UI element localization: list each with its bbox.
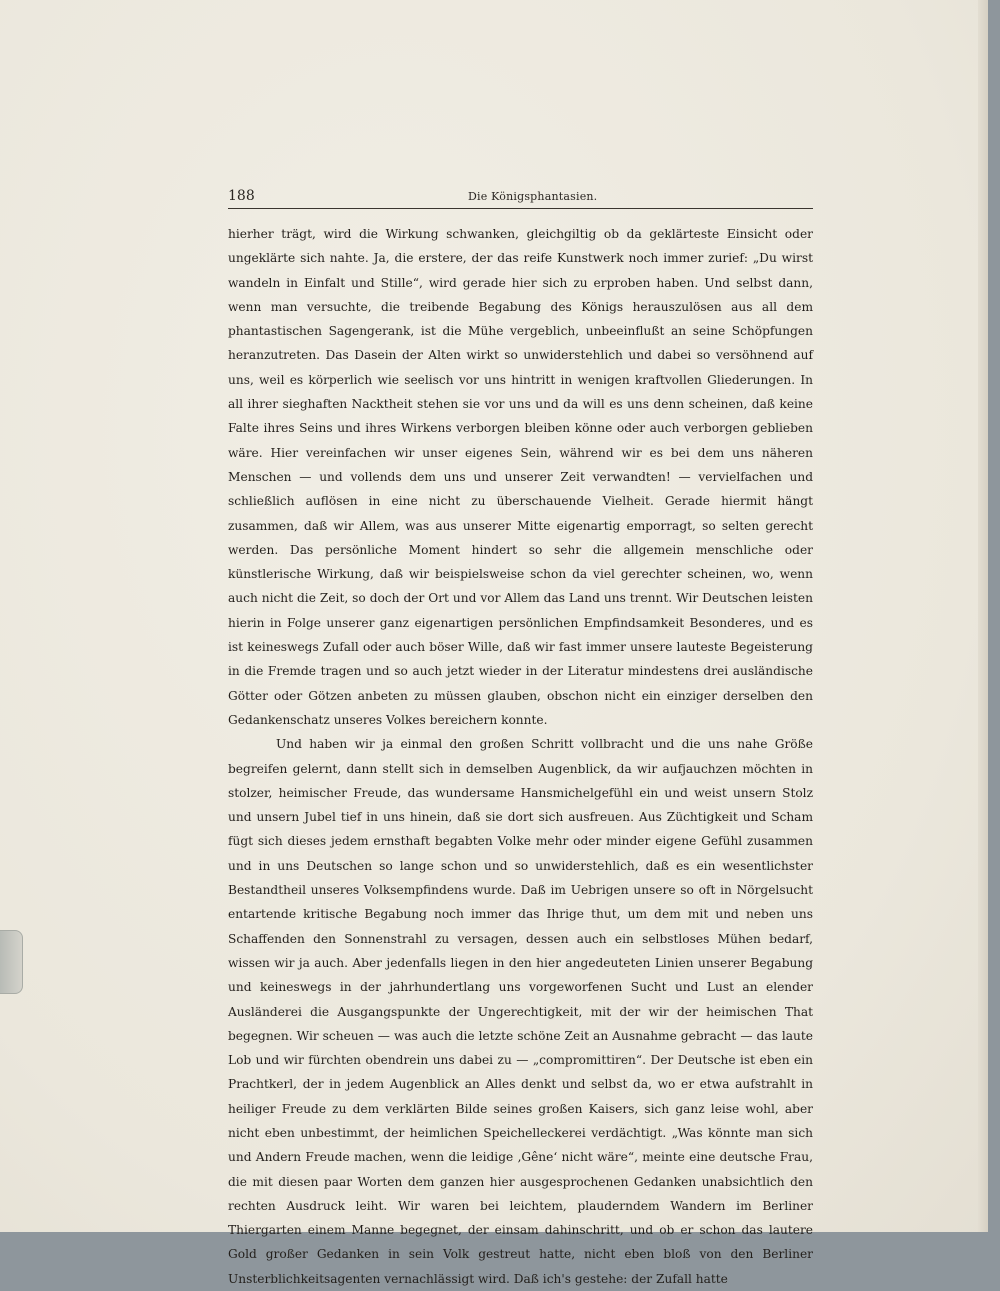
page-tab-marker [0, 930, 23, 994]
page-header [228, 188, 813, 210]
page-number: 188 [228, 188, 255, 204]
header-rule [228, 208, 813, 209]
paragraph-1: hierher trägt, wird die Wirkung schwanken, gleichgiltig ob da geklärteste Einsicht oder ungeklärte sich nahte. Ja, die erstere, der das reife Kunstwerk noch immer zurief: „Du wirst wandeln in Einfalt und Stille“, wird gerade hier sich zu erproben haben. Und selbst dann, wenn man versuchte, die treibende Begabung des Königs herauszulösen aus all dem phantastischen Sagengerank, ist die Mühe vergeblich, unbeeinflußt an seine Schöpfungen heranzutreten. Das Dasein der Alten wirkt so unwiderstehlich und dabei so versöhnend auf uns, weil es körperlich wie seelisch vor uns hintritt in wenigen kraftvollen Gliederungen. In all ihrer sieghaften Nacktheit stehen sie vor uns und da will es uns denn scheinen, daß keine Falte ihres Seins und ihres Wirkens verborgen bleiben könne oder auch verborgen geblieben wäre. Hier vereinfachen wir unser eigenes Sein, während wir es bei dem uns näheren Menschen — und vollends dem uns und unserer Zeit verwandten! — vervielfachen und schließlich auflösen in eine nicht zu überschauende Vielheit. Gerade hiermit hängt zusammen, daß wir Allem, was aus unserer Mitte eigenartig emporragt, so selten gerecht werden. Das persönliche Moment hindert so sehr die allgemein menschliche oder künstlerische Wirkung, daß wir beispielsweise schon da viel gerechter scheinen, wo, wenn auch nicht die Zeit, so doch der Ort und vor Allem das Land uns trennt. Wir Deutschen leisten hierin in Folge unserer ganz eigenartigen persönlichen Empfindsamkeit Besonderes, und es ist keineswegs Zufall oder auch böser Wille, daß wir fast immer unsere lauteste Begeisterung in die Fremde tragen und so auch jetzt wieder in der Literatur mindestens drei ausländische Götter oder Götzen anbeten zu müssen glauben, obschon nicht ein einziger derselben den Gedankenschatz unseres Volkes bereichern konnte. [228, 227, 813, 727]
body-text [228, 222, 813, 1291]
page-edge [978, 0, 988, 1232]
running-head: Die Königsphantasien. [468, 190, 598, 203]
paragraph-2: Und haben wir ja einmal den großen Schritt vollbracht und die uns nahe Größe begreifen gelernt, dann stellt sich in demselben Augenblick, da wir aufjauchzen möchten in stolzer, heimischer Freude, das wundersame Hansmichelgefühl ein und weist unsern Stolz und unsern Jubel tief in uns hinein, daß sie dort sich ausfreuen. Aus Züchtigkeit und Scham fügt sich dieses jedem ernsthaft begabten Volke mehr oder minder eigene Gefühl zusammen und in uns Deutschen so lange schon und so unwiderstehlich, daß es ein wesentlichster Bestandtheil unseres Volksempfindens wurde. Daß im Uebrigen unsere so oft in Nörgelsucht entartende kritische Begabung noch immer das Ihrige thut, um dem mit und neben uns Schaffenden den Sonnenstrahl zu versagen, dessen auch ein selbstloses Mühen bedarf, wissen wir ja auch. Aber jedenfalls liegen in den hier angedeuteten Linien unserer Begabung und keineswegs in der jahrhundertlang uns vorgeworfenen Sucht und Lust an elender Ausländerei die Ausgangspunkte der Ungerechtigkeit, mit der wir der heimischen That begegnen. Wir scheuen — was auch die letzte schöne Zeit an Ausnahme gebracht — das laute Lob und wir fürchten obendrein uns dabei zu — „compromittiren“. Der Deutsche ist eben ein Prachtkerl, der in jedem Augenblick an Alles denkt und selbst da, wo er etwa aufstrahlt in heiliger Freude zu dem verklärten Bilde seines großen Kaisers, sich ganz leise wohl, aber nicht eben unbestimmt, der heimlichen Speichelleckerei verdächtigt. „Was könnte man sich und Andern Freude machen, wenn die leidige ‚Gêne‘ nicht wäre“, meinte eine deutsche Frau, die mit diesen paar Worten dem ganzen hier ausgesprochenen Gedanken unabsichtlich den rechten Ausdruck leiht. Wir waren bei leichtem, plauderndem Wandern im Berliner Thiergarten einem Manne begegnet, der einsam dahinschritt, und ob er schon das lautere Gold großer Gedanken in sein Volk gestreut hatte, nicht eben bloß von den Berliner Unsterblichkeitsagenten vernachlässigt wird. Daß ich's gestehe: der Zufall hatte [228, 737, 813, 1286]
